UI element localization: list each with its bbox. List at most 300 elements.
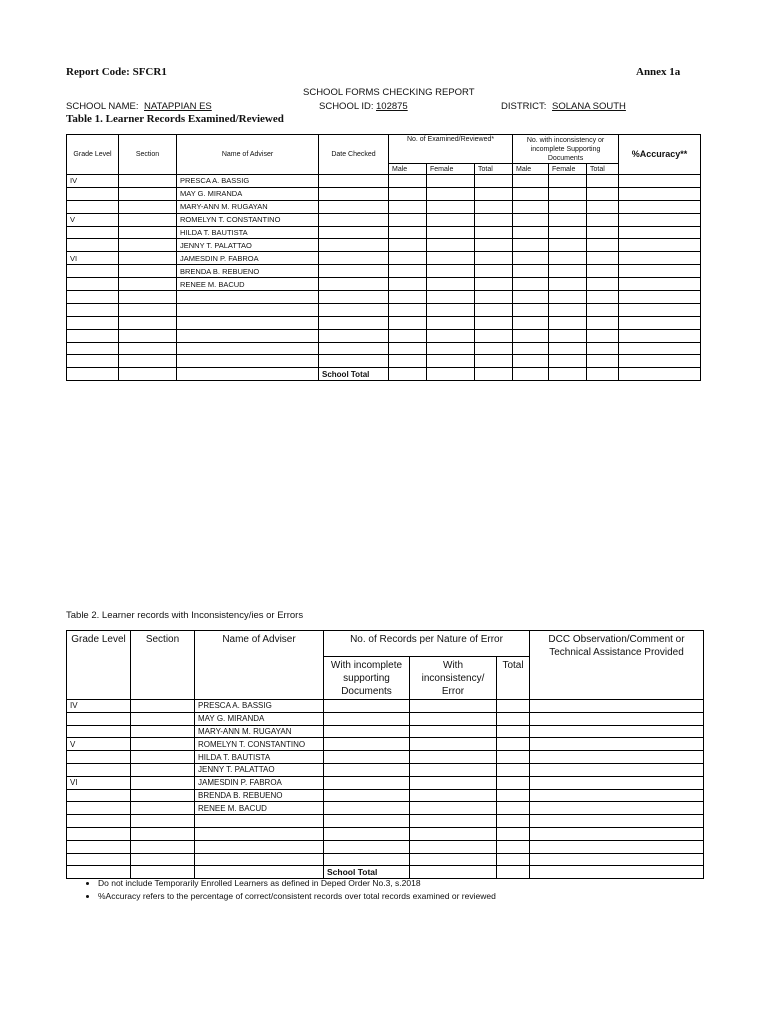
table-cell <box>119 291 177 304</box>
table-row <box>67 329 701 342</box>
footnote-item: • %Accuracy refers to the percentage of correct/consistent records over total records examined or reviewed <box>98 890 496 903</box>
table-row <box>67 355 701 368</box>
table-cell <box>619 368 701 381</box>
grade-cell <box>67 789 131 802</box>
t1-header-male: Male <box>389 164 427 175</box>
table-cell <box>513 355 549 368</box>
grade-cell <box>67 802 131 815</box>
table-cell <box>587 291 619 304</box>
table-cell <box>530 738 704 751</box>
table-row <box>67 175 701 188</box>
table-cell <box>389 226 427 239</box>
t1-header-inconsistency: No. with inconsistency or incomplete Supporting Documents <box>513 135 619 164</box>
t1-header-accuracy: %Accuracy** <box>619 135 701 175</box>
school-name-label: SCHOOL NAME: <box>66 101 139 112</box>
table-cell <box>319 303 389 316</box>
table2-title: Table 2. Learner records with Inconsistency/ies or Errors <box>66 610 304 621</box>
table-row <box>67 316 701 329</box>
table-cell <box>475 329 513 342</box>
table-cell <box>119 329 177 342</box>
table-cell <box>119 252 177 265</box>
adviser-cell: RENEE M. BACUD <box>195 802 324 815</box>
table-cell <box>119 187 177 200</box>
table-cell <box>587 252 619 265</box>
school-id-label: SCHOOL ID: <box>319 101 374 112</box>
table-cell <box>619 355 701 368</box>
table-row <box>67 840 704 853</box>
table-row <box>67 776 704 789</box>
table-cell <box>410 827 497 840</box>
table-cell <box>619 342 701 355</box>
table-cell <box>497 827 530 840</box>
table-cell <box>389 368 427 381</box>
table-cell <box>587 265 619 278</box>
adviser-cell: JAMESDIN P. FABROA <box>195 776 324 789</box>
adviser-cell <box>177 303 319 316</box>
table-cell <box>475 316 513 329</box>
table-cell <box>619 187 701 200</box>
grade-cell: V <box>67 738 131 751</box>
table-row <box>67 200 701 213</box>
table-cell <box>530 776 704 789</box>
table-cell <box>389 291 427 304</box>
table-cell <box>513 239 549 252</box>
table-cell <box>119 265 177 278</box>
table-row <box>67 802 704 815</box>
table-cell <box>475 239 513 252</box>
table-cell <box>131 751 195 764</box>
table-cell <box>549 355 587 368</box>
table-cell <box>319 175 389 188</box>
table-cell <box>497 853 530 866</box>
table-cell <box>410 815 497 828</box>
adviser-cell <box>177 291 319 304</box>
table-cell <box>619 239 701 252</box>
table-cell <box>324 789 410 802</box>
table-cell <box>475 342 513 355</box>
table-cell <box>475 252 513 265</box>
table-cell <box>587 329 619 342</box>
table-cell <box>319 342 389 355</box>
table-cell <box>319 252 389 265</box>
table-cell <box>619 278 701 291</box>
table-cell <box>549 265 587 278</box>
table-cell <box>497 712 530 725</box>
table-cell <box>587 355 619 368</box>
grade-cell <box>67 840 131 853</box>
table-cell <box>324 763 410 776</box>
table-cell <box>410 712 497 725</box>
t1-header-grade-level: Grade Level <box>67 135 119 175</box>
table-cell <box>549 329 587 342</box>
grade-cell <box>67 316 119 329</box>
table-row <box>67 751 704 764</box>
table-cell <box>619 200 701 213</box>
table-cell <box>497 789 530 802</box>
annex-label: Annex 1a <box>636 66 681 78</box>
table-cell <box>530 725 704 738</box>
grade-cell <box>67 751 131 764</box>
table-cell <box>319 329 389 342</box>
table-cell <box>475 175 513 188</box>
table-cell <box>497 840 530 853</box>
table-cell <box>324 725 410 738</box>
table-cell <box>549 303 587 316</box>
table-cell <box>587 200 619 213</box>
table-cell <box>475 226 513 239</box>
district-value: SOLANA SOUTH <box>552 101 626 112</box>
table-cell <box>119 226 177 239</box>
table-cell <box>427 200 475 213</box>
table-row <box>67 700 704 713</box>
table-cell <box>131 853 195 866</box>
table-cell <box>427 291 475 304</box>
table-cell <box>530 700 704 713</box>
table-cell <box>619 316 701 329</box>
grade-cell: VI <box>67 252 119 265</box>
table-cell <box>119 239 177 252</box>
table-cell <box>530 853 704 866</box>
adviser-cell <box>195 840 324 853</box>
table-cell <box>319 265 389 278</box>
adviser-cell: JENNY T. PALATTAO <box>195 763 324 776</box>
report-title: SCHOOL FORMS CHECKING REPORT <box>303 87 475 98</box>
table-cell <box>410 751 497 764</box>
table-cell <box>530 751 704 764</box>
table-row <box>67 789 704 802</box>
t2-header-total: Total <box>497 657 530 700</box>
table-cell <box>587 342 619 355</box>
table-cell <box>119 342 177 355</box>
table-cell <box>427 239 475 252</box>
t2-header-grade-level: Grade Level <box>67 631 131 700</box>
table-cell <box>324 738 410 751</box>
table-cell <box>324 751 410 764</box>
table-cell <box>475 200 513 213</box>
table-cell <box>513 342 549 355</box>
table-cell <box>131 712 195 725</box>
adviser-cell: MAY G. MIRANDA <box>195 712 324 725</box>
table-cell <box>497 751 530 764</box>
table-cell <box>549 252 587 265</box>
table-cell <box>497 866 530 879</box>
table-cell <box>427 252 475 265</box>
table-row <box>67 303 701 316</box>
t1-header-total: Total <box>475 164 513 175</box>
table-row <box>67 853 704 866</box>
table-cell <box>549 278 587 291</box>
table-cell <box>389 187 427 200</box>
adviser-cell <box>177 355 319 368</box>
table-cell <box>530 840 704 853</box>
table-cell <box>389 252 427 265</box>
table-cell <box>131 789 195 802</box>
table-cell <box>389 213 427 226</box>
grade-cell <box>67 725 131 738</box>
table-cell <box>119 175 177 188</box>
t2-header-inconsistency: With inconsistency/ Error <box>410 657 497 700</box>
adviser-cell: ROMELYN T. CONSTANTINO <box>195 738 324 751</box>
table-cell <box>497 776 530 789</box>
table-row <box>67 213 701 226</box>
table-cell <box>131 700 195 713</box>
table-cell <box>389 175 427 188</box>
table-cell <box>619 175 701 188</box>
table-cell <box>324 712 410 725</box>
table-cell <box>619 329 701 342</box>
table-cell <box>587 368 619 381</box>
table-cell <box>427 226 475 239</box>
table-cell <box>119 368 177 381</box>
table-cell <box>324 700 410 713</box>
adviser-cell <box>177 329 319 342</box>
grade-cell <box>67 226 119 239</box>
table-cell <box>319 213 389 226</box>
table-cell <box>549 213 587 226</box>
table-cell <box>324 840 410 853</box>
table-cell <box>319 187 389 200</box>
table-cell <box>587 175 619 188</box>
t1-header-female: Female <box>427 164 475 175</box>
adviser-cell <box>195 815 324 828</box>
table-cell <box>410 802 497 815</box>
table-cell <box>389 316 427 329</box>
table-cell <box>319 316 389 329</box>
table-cell <box>475 278 513 291</box>
table-cell <box>475 291 513 304</box>
table-cell <box>131 763 195 776</box>
table-cell <box>549 226 587 239</box>
table-cell <box>389 342 427 355</box>
t1-header-section: Section <box>119 135 177 175</box>
grade-cell <box>67 827 131 840</box>
table-row <box>67 738 704 751</box>
table-cell <box>475 213 513 226</box>
table-cell <box>530 789 704 802</box>
t2-header-section: Section <box>131 631 195 700</box>
grade-cell <box>67 200 119 213</box>
table-cell <box>119 200 177 213</box>
table-cell <box>410 725 497 738</box>
table-cell <box>513 316 549 329</box>
t1-header-examined: No. of Examined/Reviewed* <box>389 135 513 164</box>
table-cell <box>475 187 513 200</box>
t2-header-incomplete: With incomplete supporting Documents <box>324 657 410 700</box>
table-cell <box>427 355 475 368</box>
grade-cell <box>67 815 131 828</box>
table-cell <box>497 802 530 815</box>
grade-cell <box>67 355 119 368</box>
table-cell <box>410 789 497 802</box>
table-cell <box>530 815 704 828</box>
table-cell <box>497 815 530 828</box>
table-cell <box>427 342 475 355</box>
table-cell <box>389 278 427 291</box>
table-cell <box>427 368 475 381</box>
table-cell <box>475 303 513 316</box>
table-cell <box>475 265 513 278</box>
learner-records-table <box>66 134 701 381</box>
table-cell <box>427 329 475 342</box>
table-cell <box>131 840 195 853</box>
grade-cell <box>67 342 119 355</box>
table-cell <box>119 316 177 329</box>
table-cell <box>389 239 427 252</box>
table-cell <box>549 187 587 200</box>
table-cell <box>513 226 549 239</box>
table-cell <box>475 355 513 368</box>
table-cell <box>513 329 549 342</box>
t1-header-date-checked: Date Checked <box>319 135 389 175</box>
table-cell <box>513 175 549 188</box>
table-cell <box>549 175 587 188</box>
table-row <box>67 239 701 252</box>
t1-school-total: School Total <box>319 368 389 381</box>
table-cell <box>619 265 701 278</box>
adviser-cell: PRESCA A. BASSIG <box>195 700 324 713</box>
table-cell <box>324 827 410 840</box>
adviser-cell: MAY G. MIRANDA <box>177 187 319 200</box>
adviser-cell <box>177 316 319 329</box>
table-cell <box>619 226 701 239</box>
table-cell <box>497 700 530 713</box>
table-cell <box>513 200 549 213</box>
grade-cell <box>67 278 119 291</box>
table-cell <box>587 316 619 329</box>
table-row <box>67 342 701 355</box>
grade-cell <box>67 265 119 278</box>
t2-header-nature: No. of Records per Nature of Error <box>324 631 530 657</box>
table-cell <box>319 291 389 304</box>
table-cell <box>530 802 704 815</box>
footnotes <box>80 877 496 903</box>
adviser-cell: PRESCA A. BASSIG <box>177 175 319 188</box>
footnote-item: • Do not include Temporarily Enrolled Learners as defined in Deped Order No.3, s.2018 <box>98 877 496 890</box>
table-cell <box>475 368 513 381</box>
grade-cell <box>67 303 119 316</box>
adviser-cell: ROMELYN T. CONSTANTINO <box>177 213 319 226</box>
grade-cell <box>67 239 119 252</box>
table-cell <box>427 316 475 329</box>
table-cell <box>319 355 389 368</box>
table-cell <box>619 303 701 316</box>
table-row <box>67 827 704 840</box>
adviser-cell: JAMESDIN P. FABROA <box>177 252 319 265</box>
table-cell <box>131 827 195 840</box>
table-cell <box>324 815 410 828</box>
adviser-cell: BRENDA B. REBUENO <box>195 789 324 802</box>
t1-header-male-2: Male <box>513 164 549 175</box>
table-cell <box>497 738 530 751</box>
grade-cell <box>67 853 131 866</box>
table-cell <box>410 853 497 866</box>
table-cell <box>587 187 619 200</box>
table-cell <box>513 368 549 381</box>
school-name-value: NATAPPIAN ES <box>144 101 212 112</box>
grade-cell <box>67 291 119 304</box>
school-id-value: 102875 <box>376 101 408 112</box>
table-cell <box>389 329 427 342</box>
table-cell <box>389 200 427 213</box>
table-cell <box>427 303 475 316</box>
table-row <box>67 278 701 291</box>
table-cell <box>549 342 587 355</box>
table-cell <box>619 213 701 226</box>
table-cell <box>119 303 177 316</box>
table-cell <box>67 368 119 381</box>
table-cell <box>513 278 549 291</box>
table-row <box>67 763 704 776</box>
table-cell <box>119 213 177 226</box>
table-cell <box>513 303 549 316</box>
adviser-cell: HILDA T. BAUTISTA <box>177 226 319 239</box>
grade-cell <box>67 712 131 725</box>
table-row <box>67 712 704 725</box>
table-cell <box>530 712 704 725</box>
table-cell <box>513 265 549 278</box>
report-code: Report Code: SFCR1 <box>66 66 167 78</box>
table-cell <box>497 763 530 776</box>
table-cell <box>549 239 587 252</box>
table-cell <box>587 278 619 291</box>
adviser-cell: HILDA T. BAUTISTA <box>195 751 324 764</box>
table-cell <box>513 252 549 265</box>
table-cell <box>587 213 619 226</box>
table-cell <box>410 738 497 751</box>
table-cell <box>427 213 475 226</box>
table-cell <box>427 175 475 188</box>
t2-header-dcc: DCC Observation/Comment or Technical Assistance Provided <box>530 631 704 700</box>
table-cell <box>427 265 475 278</box>
table-cell <box>619 291 701 304</box>
table-cell <box>177 368 319 381</box>
table-cell <box>427 187 475 200</box>
table-cell <box>530 763 704 776</box>
table-cell <box>410 776 497 789</box>
grade-cell <box>67 187 119 200</box>
table-cell <box>131 802 195 815</box>
table-row <box>67 187 701 200</box>
t2-header-adviser: Name of Adviser <box>195 631 324 700</box>
grade-cell: IV <box>67 175 119 188</box>
adviser-cell: JENNY T. PALATTAO <box>177 239 319 252</box>
table-cell <box>319 226 389 239</box>
table-cell <box>427 278 475 291</box>
table-cell <box>549 200 587 213</box>
table-cell <box>319 200 389 213</box>
adviser-cell <box>195 827 324 840</box>
table-cell <box>131 725 195 738</box>
table-cell <box>324 853 410 866</box>
table-cell <box>389 303 427 316</box>
table-row <box>67 291 701 304</box>
table-row <box>67 252 701 265</box>
adviser-cell <box>177 342 319 355</box>
grade-cell: IV <box>67 700 131 713</box>
table-cell <box>389 355 427 368</box>
table-cell <box>587 239 619 252</box>
table-cell <box>119 355 177 368</box>
table-cell <box>324 776 410 789</box>
grade-cell: VI <box>67 776 131 789</box>
table-cell <box>619 252 701 265</box>
table-cell <box>530 866 704 879</box>
table-row <box>67 226 701 239</box>
grade-cell: V <box>67 213 119 226</box>
table-cell <box>131 738 195 751</box>
table-cell <box>410 763 497 776</box>
table1-title: Table 1. Learner Records Examined/Reviewed <box>66 113 284 125</box>
